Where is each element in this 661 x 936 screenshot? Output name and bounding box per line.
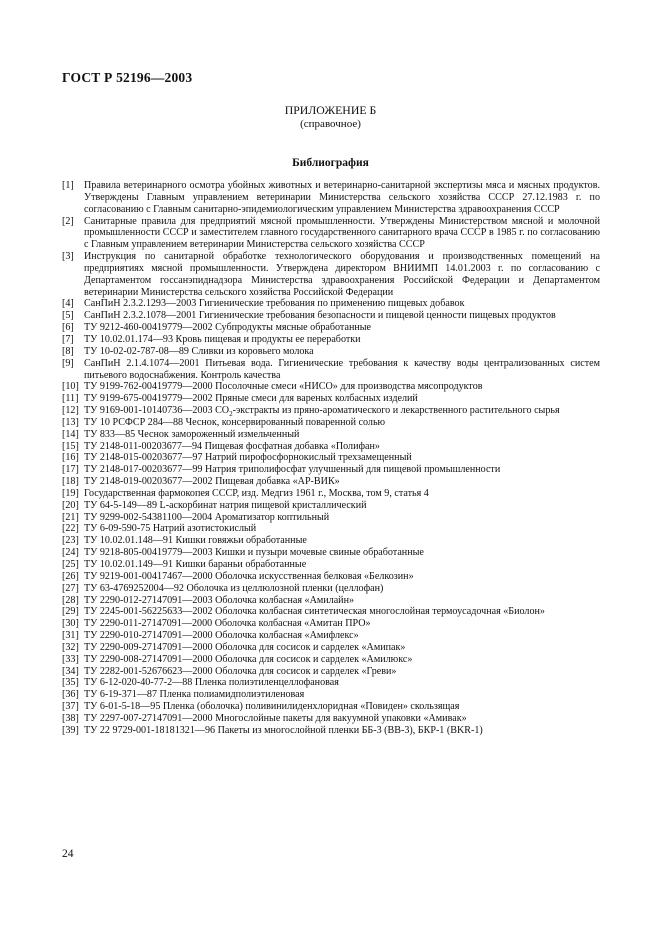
bibliography-item: [62, 322, 600, 334]
bibliography-item-text: СанПиН 2.1.4.1074—2001 Питьевая вода. Гигиенические требования к качеству воды централизованных систем питьевого водоснабжения. Контроль качества: [84, 357, 600, 381]
bibliography-item-text: ТУ 63-4769252004—92 Оболочка из целлюлозной пленки (целлофан): [84, 582, 384, 594]
bibliography-item-number: [15]: [62, 440, 79, 452]
bibliography-item-number: [30]: [62, 618, 79, 630]
bibliography-item: [62, 689, 600, 701]
bibliography-item: [62, 393, 600, 405]
bibliography-item-number: [25]: [62, 559, 79, 570]
bibliography-item-number: [34]: [62, 665, 79, 677]
bibliography-item: [62, 606, 600, 618]
bibliography-item-text: ТУ 2290-009-27147091—2000 Оболочка для сосисок и сарделек «Амипак»: [84, 641, 406, 653]
bibliography-item: [62, 618, 600, 630]
bibliography-item: [62, 180, 600, 216]
bibliography-item: [62, 441, 600, 453]
bibliography-item-number: [39]: [62, 724, 79, 736]
bibliography-item-number: [3]: [62, 251, 74, 263]
bibliography-item-number: [36]: [62, 689, 79, 701]
bibliography-item: [62, 677, 600, 689]
bibliography-item-number: [35]: [62, 677, 79, 689]
bibliography-item: [62, 666, 600, 678]
bibliography-item: [62, 417, 600, 429]
subscript: 2: [229, 410, 233, 419]
bibliography-item-text: ТУ 9212-460-00419779—2002 Субпродукты мясные обработанные: [84, 322, 372, 334]
bibliography-item-text-start: ТУ 9169-001-10140736—2003 СО: [84, 405, 230, 417]
bibliography-item: [62, 381, 600, 393]
bibliography-item: [62, 429, 600, 441]
page-number: 24: [62, 848, 74, 860]
bibliography-item: [62, 523, 600, 535]
appendix-note: (справочное): [300, 118, 361, 130]
document-header: ГОСТ Р 52196—2003: [62, 70, 193, 85]
bibliography-item-text: ТУ 2290-008-27147091—2000 Оболочка для сосисок и сарделек «Амилюкс»: [84, 653, 413, 665]
bibliography-item-text: ТУ 2290-010-27147091—2000 Оболочка колбасная «Амифлекс»: [84, 630, 359, 642]
bibliography-item-text: ТУ 6-01-5-18—95 Пленка (оболочка) поливинилиденхлоридная «Повиден» скользящая: [84, 701, 460, 713]
bibliography-item: [62, 310, 600, 322]
bibliography-item-text: ТУ 2245-001-56225633—2002 Оболочка колбасная синтетическая многослойная термоусадочная «Биолон»: [84, 606, 545, 618]
bibliography-item-number: [22]: [62, 523, 79, 535]
section-title: Библиография: [292, 157, 369, 169]
bibliography-item-number: [12]: [62, 405, 79, 417]
bibliography-list: [62, 180, 600, 737]
bibliography-item-text: [84, 405, 600, 417]
bibliography-item-text: ТУ 10.02.01.174—93 Кровь пищевая и продукты ее переработки: [84, 333, 361, 345]
bibliography-item-number: [7]: [62, 333, 74, 345]
bibliography-item-text: ТУ 9199-762-00419779—2000 Посолочные смеси «НИСО» для производства мясопродуктов: [84, 381, 483, 393]
bibliography-item: [62, 216, 600, 252]
bibliography-item-number: [29]: [62, 606, 79, 618]
bibliography-item-text: ТУ 6-09-590-75 Натрий азотистокислый: [84, 523, 257, 535]
bibliography-item-number: [18]: [62, 476, 79, 488]
bibliography-item-text: Государственная фармокопея СССР, изд. Медгиз 1961 г., Москва, том 9, статья 4: [84, 487, 429, 499]
bibliography-item: [62, 701, 600, 713]
bibliography-item-text: ТУ 9299-002-54381100—2004 Ароматизатор коптильный: [84, 511, 330, 523]
bibliography-item-number: [14]: [62, 428, 79, 440]
bibliography-item-number: [11]: [62, 393, 79, 405]
bibliography-item-text: ТУ 9218-805-00419779—2003 Кишки и пузыри мочевые свиные обработанные: [84, 547, 424, 559]
bibliography-item-text: СанПиН 2.3.2.1078—2001 Гигиенические требования безопасности и пищевой ценности пищевых продуктов: [84, 310, 556, 322]
bibliography-item-text: ТУ 9219-001-00417467—2000 Оболочка искусственная белковая «Белкозин»: [84, 570, 414, 582]
bibliography-item-number: [37]: [62, 701, 79, 713]
bibliography-item-number: [2]: [62, 215, 74, 227]
bibliography-item-number: [16]: [62, 452, 79, 464]
bibliography-item-number: [13]: [62, 416, 79, 428]
bibliography-item: [62, 251, 600, 298]
bibliography-item: [62, 334, 600, 346]
bibliography-item-number: [38]: [62, 712, 79, 724]
bibliography-item-text: ТУ 833—85 Чеснок замороженный измельченный: [84, 428, 300, 440]
bibliography-item-text: ТУ 2148-011-00203677—94 Пищевая фосфатная добавка «Полифан»: [84, 440, 380, 452]
bibliography-item-text: Инструкция по санитарной обработке технологического оборудования и производственных помещений на предприятиях мясной промышленности. Утверждена директором ВНИИМП 14.01.2003 г. по согласованию с Департаментом госсанэпиднадзора Министерства здравоохранения Российской Федерации и Департаментом ветеринарии Министерства сельского хозяйства Российской Федерации: [84, 251, 600, 298]
bibliography-item-number: [9]: [62, 357, 74, 369]
bibliography-item: [62, 535, 600, 547]
bibliography-item-text: Правила ветеринарного осмотра убойных животных и ветеринарно-санитарной экспертизы мяса и мясных продуктов. Утверждены Главным управлением ветеринарии Министерства сельского хозяйства СССР 27.12.1983 г. по согласованию с Главным санитарно-эпидемиологическим управлением Министерства здравоохранения СССР: [84, 180, 600, 215]
bibliography-item-text: СанПиН 2.3.2.1293—2003 Гигиенические требования по применению пищевых добавок: [84, 298, 465, 310]
bibliography-item: [62, 642, 600, 654]
bibliography-item-number: [19]: [62, 487, 79, 499]
bibliography-item-text: ТУ 2282-001-52676623—2000 Оболочка для сосисок и сарделек «Греви»: [84, 665, 397, 677]
bibliography-item-number: [8]: [62, 345, 74, 357]
bibliography-item-number: [20]: [62, 499, 79, 511]
bibliography-item: [62, 547, 600, 559]
bibliography-item-number: [31]: [62, 630, 79, 642]
bibliography-item: [62, 346, 600, 358]
bibliography-item: [62, 512, 600, 524]
bibliography-item: [62, 405, 600, 417]
bibliography-item: [62, 725, 600, 737]
bibliography-item-text: ТУ 2148-019-00203677—2002 Пищевая добавка «АР-ВИК»: [84, 476, 340, 488]
bibliography-item-number: [27]: [62, 582, 79, 594]
bibliography-item-number: [1]: [62, 180, 74, 191]
bibliography-item: [62, 500, 600, 512]
bibliography-item-text: ТУ 64-5-149—89 L-аскорбинат натрия пищевой кристаллический: [84, 499, 367, 511]
bibliography-item: [62, 571, 600, 583]
bibliography-item: [62, 654, 600, 666]
appendix-title: ПРИЛОЖЕНИЕ Б: [284, 103, 377, 117]
bibliography-item: [62, 452, 600, 464]
bibliography-item-text: ТУ 6-19-371—87 Пленка полиамидполиэтиленовая: [84, 689, 305, 701]
bibliography-item-text: ТУ 2290-011-27147091—2000 Оболочка колбасная «Амитан ПРО»: [84, 618, 371, 630]
bibliography-item-text-end: -экстракты из пряно-ароматического и лекарственного растительного сырья: [232, 405, 560, 417]
bibliography-item-number: [17]: [62, 464, 79, 476]
bibliography-item-text: ТУ 6-12-020-40-77-2—88 Пленка полиэтиленцеллофановая: [84, 677, 339, 689]
bibliography-item-number: [23]: [62, 535, 79, 547]
bibliography-item-text: ТУ 10.02.01.149—91 Кишки бараньи обработанные: [84, 559, 307, 570]
bibliography-item-number: [24]: [62, 547, 79, 559]
bibliography-item: [62, 464, 600, 476]
bibliography-item-number: [33]: [62, 653, 79, 665]
bibliography-item-text: ТУ 10-02-02-787-08—89 Сливки из коровьего молока: [84, 345, 314, 357]
bibliography-item: [62, 358, 600, 382]
bibliography-item-number: [28]: [62, 594, 79, 606]
appendix-heading: [0, 103, 661, 131]
bibliography-item-number: [10]: [62, 381, 79, 393]
bibliography-item-number: [6]: [62, 322, 74, 334]
bibliography-item-text: ТУ 2290-012-27147091—2003 Оболочка колбасная «Амилайн»: [84, 594, 355, 606]
bibliography-item: [62, 298, 600, 310]
bibliography-item-text: ТУ 2148-017-00203677—99 Натрия триполифосфат улучшенный для пищевой промышленности: [84, 464, 501, 476]
bibliography-item-number: [26]: [62, 570, 79, 582]
bibliography-item: [62, 476, 600, 488]
bibliography-item: [62, 488, 600, 500]
bibliography-item-number: [32]: [62, 641, 79, 653]
bibliography-item-text: Санитарные правила для предприятий мясной промышленности. Утверждены Министерством мясной и молочной промышленности СССР и заместителем главного государственного санитарного врача СССР в 1985 г. по согласованию с Главным управлением ветеринарии Министерства сельского хозяйства СССР: [84, 215, 600, 251]
bibliography-item-text: ТУ 10.02.01.148—91 Кишки говяжьи обработанные: [84, 535, 307, 547]
bibliography-item: [62, 713, 600, 725]
bibliography-item-text: ТУ 22 9729-001-18181321—96 Пакеты из многослойной пленки ББ-3 (ВВ-3), БКР-1 (BKR-1): [84, 724, 483, 736]
bibliography-item-number: [5]: [62, 310, 74, 322]
bibliography-item: [62, 559, 600, 571]
bibliography-item-text: ТУ 10 РСФСР 284—88 Чеснок, консервированный поваренной солью: [84, 416, 386, 428]
bibliography-item-number: [21]: [62, 511, 79, 523]
bibliography-item: [62, 595, 600, 607]
bibliography-item-text: ТУ 2297-007-27147091—2000 Многослойные пакеты для вакуумной упаковки «Амивак»: [84, 712, 467, 724]
bibliography-item-number: [4]: [62, 298, 74, 310]
bibliography-item: [62, 630, 600, 642]
bibliography-item: [62, 583, 600, 595]
bibliography-item-text: ТУ 9199-675-00419779—2002 Пряные смеси для вареных колбасных изделий: [84, 393, 418, 405]
bibliography-item-text: ТУ 2148-015-00203677—97 Натрий пирофосфорнокислый трехзамещенный: [84, 452, 412, 464]
